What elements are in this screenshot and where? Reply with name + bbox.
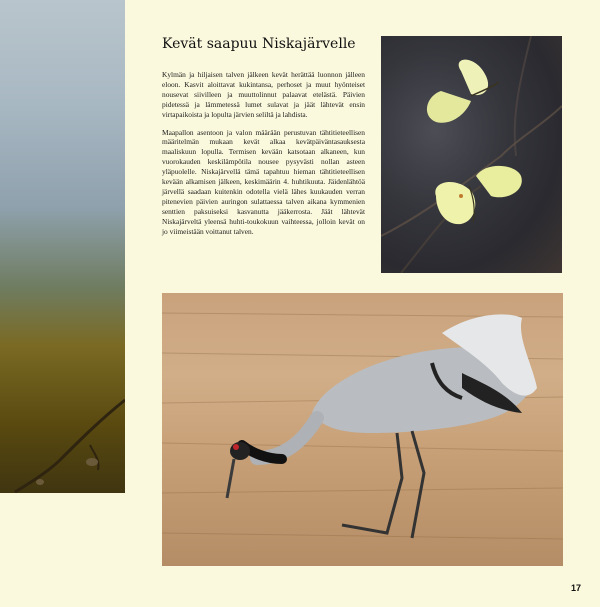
page-number: 17 bbox=[571, 583, 582, 593]
paragraph: Maapallon asentoon ja valon määrään perustuvan tähtitieteellisen määritelmän mukaan kevät alkaa kevätpäiväntasauksesta maaliskuun lopulla. Termisen kevään katsotaan alkaneen, kun vuorokauden keskilämpötila nousee pysyvästi nollan asteen yläpuolelle. Niskajärvellä tämä tapahtuu hieman tähtitieteellisen kevään alkamisen jälkeen, keskimäärin 4. huhtikuuta. Jäidenlähtöä järvellä saadaan kuitenkin odotella vielä lähes kuukauden verran pitenevien päivien auringon sulattaessa talven aikana kymmenien senttien paksuiseksi kasvanutta jääkerrosta. Jäät lähtevät Niskajärveltä yleensä huhti-toukokuun vaihteessa, jolloin kevät on jo viimeistään voittanut talven. bbox=[162, 127, 365, 236]
butterfly-lower-illustration bbox=[435, 166, 521, 224]
article-body bbox=[162, 70, 365, 245]
paragraph: Kylmän ja hiljaisen talven jälkeen kevät herättää luonnon jälleen eloon. Kasvit aloittavat kukintansa, perhoset ja muut hyönteiset nousevat siivilleen ja muuttolinnut palaavat etelästä. Päivien pidetessä ja lämmetessä lumet sulavat ja jäät lähtevät ensin virtapaikoista ja lopulta järvien seliltä ja lahdista. bbox=[162, 70, 365, 119]
butterfly-photo bbox=[381, 36, 562, 273]
page-title: Kevät saapuu Niskajärvelle bbox=[162, 36, 356, 52]
crane-illustration bbox=[227, 314, 537, 538]
crane-photo bbox=[162, 293, 563, 566]
branch-photo bbox=[0, 0, 125, 493]
butterfly-upper-illustration bbox=[427, 60, 499, 123]
